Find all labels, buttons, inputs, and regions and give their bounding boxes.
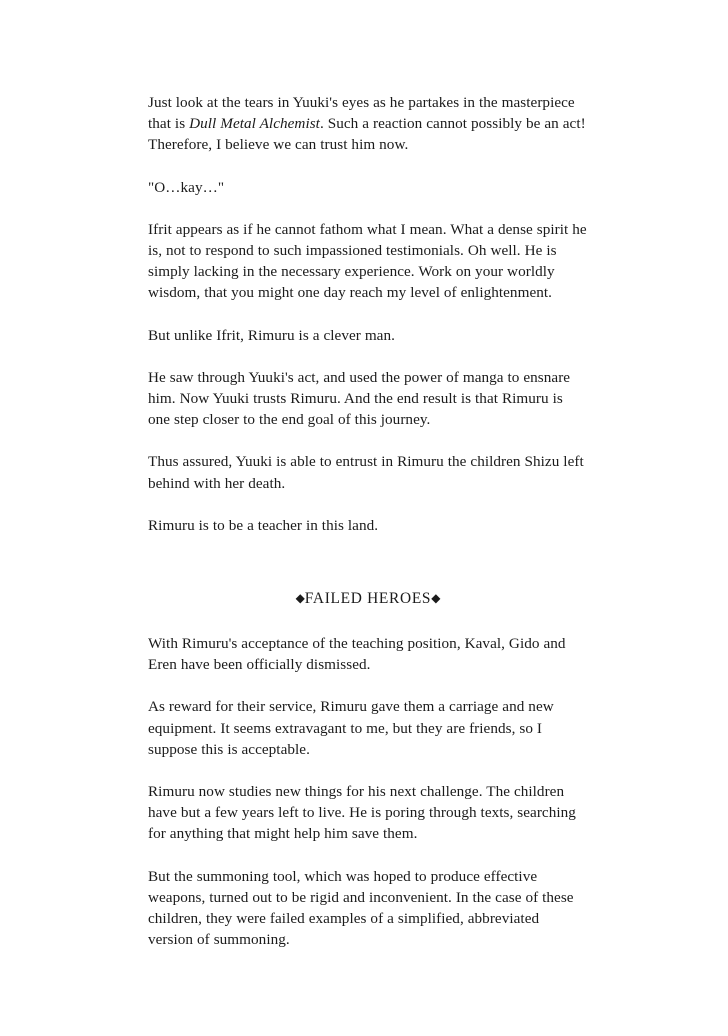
paragraph bbox=[148, 866, 588, 951]
paragraph bbox=[148, 633, 588, 675]
paragraph bbox=[148, 219, 588, 304]
text-run: But the summoning tool, which was hoped to produce effective weapons, turned out to be rigid and inconvenient. In the case of these children, they were failed examples of a simplified, abbreviated version of summoning. bbox=[148, 867, 574, 949]
text-run: He saw through Yuuki's act, and used the power of manga to ensnare him. Now Yuuki trusts Rimuru. And the end result is that Rimuru is one step closer to the end goal of this journey. bbox=[148, 368, 571, 429]
text-run: Thus assured, Yuuki is able to entrust in Rimuru the children Shizu left behind with her death. bbox=[148, 453, 584, 492]
text-run: Rimuru is to be a teacher in this land. bbox=[148, 516, 379, 534]
page-content bbox=[148, 92, 588, 950]
paragraph-block-before-section bbox=[148, 92, 588, 536]
section-heading-title: FAILED HEROES bbox=[304, 590, 432, 608]
text-run: Just look at the tears in Yuuki's eyes as he partakes in the masterpiece that is bbox=[148, 94, 575, 133]
text-run: Ifrit appears as if he cannot fathom what I mean. What a dense spirit he is, not to respond to such impassioned testimonials. Oh well. He is simply lacking in the necessary experience. Work on your worldly wisdom, that you might one day reach my level of enlightenment. bbox=[148, 220, 587, 302]
text-run: But unlike Ifrit, Rimuru is a clever man. bbox=[148, 326, 395, 344]
paragraph-block-after-section bbox=[148, 633, 588, 950]
paragraph bbox=[148, 781, 588, 845]
text-run: Rimuru now studies new things for his next challenge. The children have but a few years left to live. He is poring through texts, searching for anything that might help him save them. bbox=[148, 783, 576, 843]
text-run: With Rimuru's acceptance of the teaching position, Kaval, Gido and Eren have been officially dismissed. bbox=[148, 635, 566, 674]
paragraph bbox=[148, 177, 588, 198]
text-run: As reward for their service, Rimuru gave them a carriage and new equipment. It seems extravagant to me, but they are friends, so I suppose this is acceptable. bbox=[148, 698, 554, 758]
diamond-right-icon: ◆ bbox=[431, 591, 441, 606]
text-run: "O…kay…" bbox=[148, 178, 225, 196]
text-run: . Such a reaction cannot possibly be an act! Therefore, I believe we can trust him now. bbox=[148, 115, 586, 154]
section-spacer bbox=[148, 536, 588, 588]
paragraph bbox=[148, 325, 588, 346]
paragraph bbox=[148, 451, 588, 493]
paragraph bbox=[148, 515, 588, 536]
italic-title-run: Dull Metal Alchemist bbox=[189, 115, 320, 133]
section-heading bbox=[148, 588, 588, 609]
paragraph bbox=[148, 367, 588, 431]
paragraph bbox=[148, 92, 588, 156]
diamond-left-icon: ◆ bbox=[295, 591, 305, 606]
paragraph bbox=[148, 696, 588, 760]
